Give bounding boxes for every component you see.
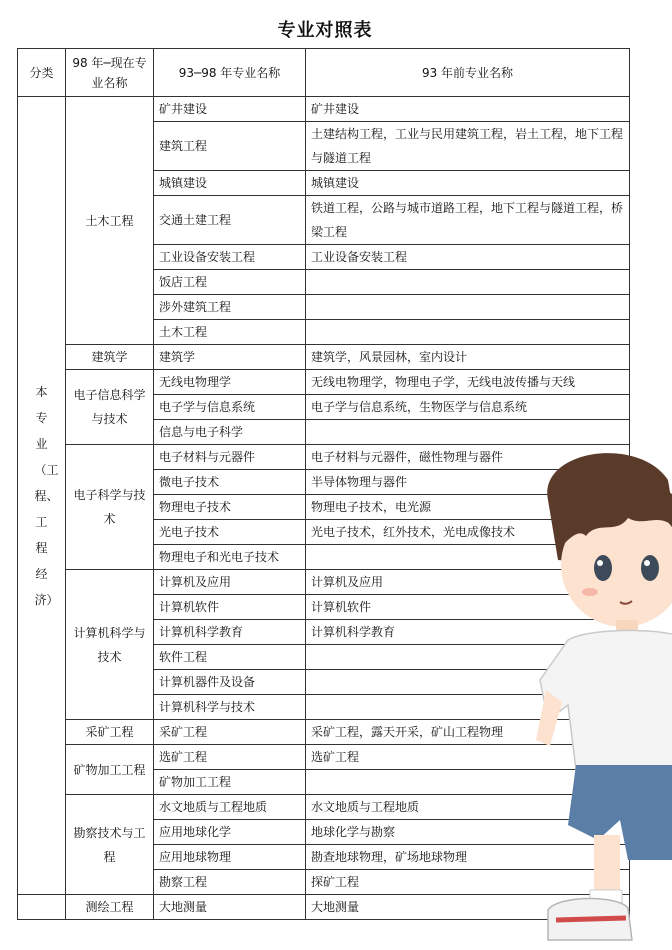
major-93-98-name: 矿井建设 xyxy=(154,97,306,122)
major-93-98-name: 微电子技术 xyxy=(154,470,306,495)
major-pre93-name: 选矿工程 xyxy=(306,745,630,770)
classification-label: 本专业（工程、工程经济） xyxy=(34,384,59,607)
major-93-98-name: 采矿工程 xyxy=(154,720,306,745)
table-row xyxy=(18,570,630,595)
major-pre93-name xyxy=(306,270,630,295)
major-pre93-name xyxy=(306,295,630,320)
major-pre93-name: 采矿工程，露天开采，矿山工程物理 xyxy=(306,720,630,745)
major-93-98-name: 物理电子技术 xyxy=(154,495,306,520)
major-93-98-name: 土木工程 xyxy=(154,320,306,345)
major-93-98-name: 计算机科学教育 xyxy=(154,620,306,645)
major-93-98-name: 软件工程 xyxy=(154,645,306,670)
major-93-98-name: 计算机软件 xyxy=(154,595,306,620)
classification-cell-empty xyxy=(18,895,66,920)
table-row xyxy=(18,370,630,395)
major-pre93-name xyxy=(306,695,630,720)
major-pre93-name: 计算机及应用 xyxy=(306,570,630,595)
major-pre93-name: 光电子技术，红外技术，光电成像技术 xyxy=(306,520,630,545)
major-pre93-name: 铁道工程，公路与城市道路工程，地下工程与隧道工程，桥梁工程 xyxy=(306,196,630,245)
major-93-98-name: 饭店工程 xyxy=(154,270,306,295)
table-row xyxy=(18,895,630,920)
major-93-98-name: 矿物加工工程 xyxy=(154,770,306,795)
major-pre93-name: 地球化学与勘察 xyxy=(306,820,630,845)
current-major-name: 采矿工程 xyxy=(66,720,154,745)
header-current-name: 98 年─现在专业名称 xyxy=(66,49,154,97)
header-category: 分类 xyxy=(18,49,66,97)
major-93-98-name: 交通土建工程 xyxy=(154,196,306,245)
major-pre93-name: 矿井建设 xyxy=(306,97,630,122)
page-title: 专业对照表 xyxy=(277,20,373,41)
major-93-98-name: 光电子技术 xyxy=(154,520,306,545)
header-row xyxy=(18,49,630,97)
classification-cell xyxy=(18,97,66,895)
current-major-name: 建筑学 xyxy=(66,345,154,370)
major-93-98-name: 工业设备安装工程 xyxy=(154,245,306,270)
major-93-98-name: 电子材料与元器件 xyxy=(154,445,306,470)
major-pre93-name: 电子材料与元器件，磁性物理与器件 xyxy=(306,445,630,470)
major-pre93-name: 无线电物理学，物理电子学，无线电波传播与天线 xyxy=(306,370,630,395)
major-pre93-name xyxy=(306,645,630,670)
major-93-98-name: 物理电子和光电子技术 xyxy=(154,545,306,570)
table-row xyxy=(18,745,630,770)
current-major-name: 电子科学与技术 xyxy=(66,445,154,570)
major-pre93-name: 物理电子技术，电光源 xyxy=(306,495,630,520)
major-pre93-name: 建筑学，风景园林，室内设计 xyxy=(306,345,630,370)
current-major-name: 勘察技术与工程 xyxy=(66,795,154,895)
major-93-98-name: 计算机科学与技术 xyxy=(154,695,306,720)
header-93-98-name: 93─98 年专业名称 xyxy=(154,49,306,97)
major-93-98-name: 水文地质与工程地质 xyxy=(154,795,306,820)
table-body xyxy=(18,49,630,920)
table-row xyxy=(18,345,630,370)
table-row xyxy=(18,720,630,745)
current-major-name: 计算机科学与技术 xyxy=(66,570,154,720)
table-row xyxy=(18,97,630,122)
major-pre93-name: 城镇建设 xyxy=(306,171,630,196)
major-93-98-name: 大地测量 xyxy=(154,895,306,920)
major-93-98-name: 城镇建设 xyxy=(154,171,306,196)
current-major-name: 矿物加工工程 xyxy=(66,745,154,795)
table-row xyxy=(18,795,630,820)
major-93-98-name: 电子学与信息系统 xyxy=(154,395,306,420)
major-pre93-name: 大地测量 xyxy=(306,895,630,920)
major-pre93-name: 计算机科学教育 xyxy=(306,620,630,645)
major-pre93-name xyxy=(306,545,630,570)
major-93-98-name: 应用地球物理 xyxy=(154,845,306,870)
table-row xyxy=(18,445,630,470)
major-93-98-name: 计算机器件及设备 xyxy=(154,670,306,695)
major-pre93-name: 半导体物理与器件 xyxy=(306,470,630,495)
major-93-98-name: 应用地球化学 xyxy=(154,820,306,845)
major-93-98-name: 选矿工程 xyxy=(154,745,306,770)
major-93-98-name: 建筑工程 xyxy=(154,122,306,171)
major-pre93-name: 工业设备安装工程 xyxy=(306,245,630,270)
major-pre93-name: 土建结构工程，工业与民用建筑工程，岩土工程，地下工程与隧道工程 xyxy=(306,122,630,171)
major-93-98-name: 涉外建筑工程 xyxy=(154,295,306,320)
major-pre93-name: 探矿工程 xyxy=(306,870,630,895)
major-pre93-name xyxy=(306,320,630,345)
current-major-name: 电子信息科学与技术 xyxy=(66,370,154,445)
major-pre93-name: 电子学与信息系统，生物医学与信息系统 xyxy=(306,395,630,420)
major-pre93-name xyxy=(306,770,630,795)
current-major-name: 土木工程 xyxy=(66,97,154,345)
major-93-98-name: 信息与电子科学 xyxy=(154,420,306,445)
major-pre93-name: 计算机软件 xyxy=(306,595,630,620)
major-pre93-name: 勘查地球物理，矿场地球物理 xyxy=(306,845,630,870)
major-pre93-name xyxy=(306,420,630,445)
header-pre93-name: 93 年前专业名称 xyxy=(306,49,630,97)
major-93-98-name: 无线电物理学 xyxy=(154,370,306,395)
major-comparison-table xyxy=(17,48,630,920)
major-pre93-name: 水文地质与工程地质 xyxy=(306,795,630,820)
major-93-98-name: 计算机及应用 xyxy=(154,570,306,595)
major-pre93-name xyxy=(306,670,630,695)
major-93-98-name: 建筑学 xyxy=(154,345,306,370)
major-93-98-name: 勘察工程 xyxy=(154,870,306,895)
current-major-name: 测绘工程 xyxy=(66,895,154,920)
